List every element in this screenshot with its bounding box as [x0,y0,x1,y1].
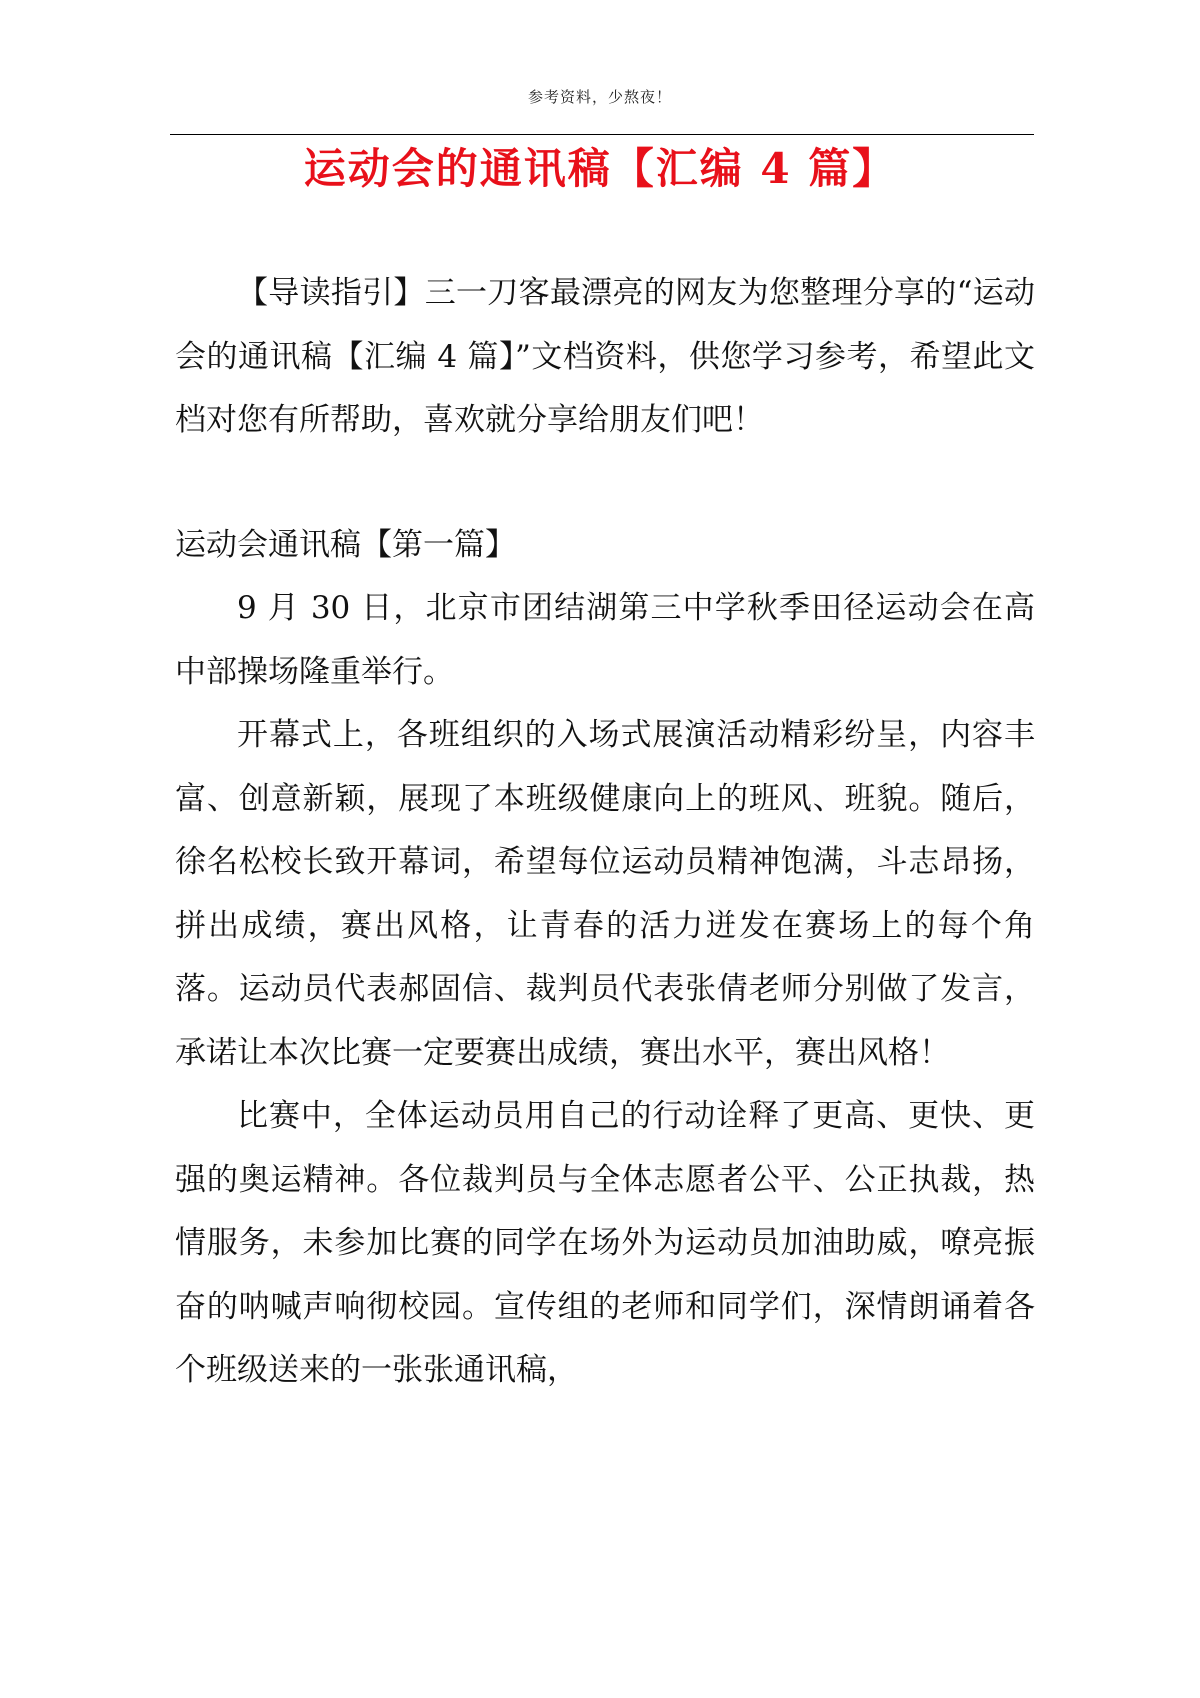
header-note: 参考资料，少熬夜！ [527,88,672,106]
body-paragraph: 比赛中，全体运动员用自己的行动诠释了更高、更快、更强的奥运精神。各位裁判员与全体志愿者公平、公正执裁，热情服务，未参加比赛的同学在场外为运动员加油助威，嘹亮振奋的呐喊声响彻校园。宣传组的老师和同学们，深情朗诵着各个班级送来的一张张通讯稿， [175,1098,1035,1388]
lead-paragraph: 【导读指引】三一刀客最漂亮的网友为您整理分享的“运动会的通讯稿【汇编 4 篇】”文档资料，供您学习参考，希望此文档对您有所帮助，喜欢就分享给朋友们吧！ [175,275,1035,438]
body-paragraph: 开幕式上，各班组织的入场式展演活动精彩纷呈，内容丰富、创意新颖，展现了本班级健康向上的班风、班貌。随后，徐名松校长致开幕词，希望每位运动员精神饱满，斗志昂扬，拼出成绩，赛出风格，让青春的活力迸发在赛场上的每个角落。运动员代表郝固信、裁判员代表张倩老师分别做了发言，承诺让本次比赛一定要赛出成绩，赛出水平，赛出风格！ [175,717,1035,1071]
section-heading: 运动会通讯稿【第一篇】 [175,526,516,563]
document-title: 运动会的通讯稿【汇编 4 篇】 [303,144,897,193]
body-paragraph: 9 月 30 日，北京市团结湖第三中学秋季田径运动会在高中部操场隆重举行。 [175,590,1035,690]
document-body [175,262,1035,1403]
header-divider [170,134,1034,135]
